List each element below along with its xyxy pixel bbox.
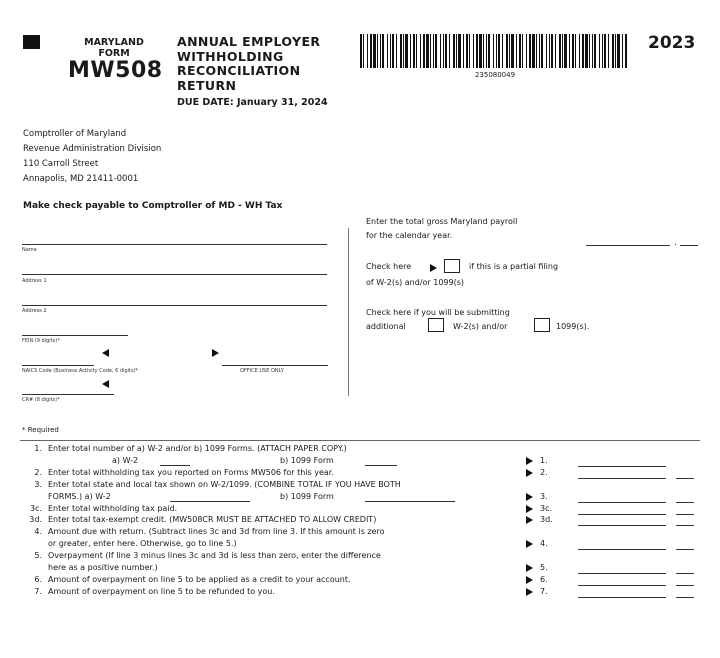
address-line: Comptroller of Maryland [23,129,127,139]
barcode-bar [589,34,590,68]
line-number: 5. [34,551,42,561]
address-line: Annapolis, MD 21411-0001 [23,174,139,184]
arrow-right-icon [526,505,533,513]
barcode-bar [373,34,376,68]
section-divider [20,440,700,441]
amount-field-b[interactable] [365,465,397,466]
address1-label: Address 1 [22,278,47,284]
barcode-bar [549,34,550,68]
barcode-bar [445,34,447,68]
arrow-right-icon [526,576,533,584]
barcode-bar [522,34,523,68]
line-number: 3. [34,479,42,489]
address-line: 110 Carroll Street [23,159,99,169]
fein-label: FEIN (9 digits)* [22,338,60,344]
naics-label: NAICS Code (Business Activity Code, 6 digits)* [22,368,139,374]
line-ref: 7. [540,586,548,596]
line-text: a) W-2 [112,455,139,465]
barcode-bar [483,34,484,68]
form-number: MW508 [68,58,163,83]
barcode-bar [387,34,388,68]
barcode-bar [493,34,494,68]
barcode-bar [488,34,490,68]
submit-text: Check here if you will be submitting [366,308,510,317]
barcode-bar [392,34,394,68]
barcode-bar [479,34,482,68]
barcode-bar [551,34,553,68]
amount-cents-field[interactable] [676,502,694,503]
barcode-bar [575,34,576,68]
barcode-bar [370,34,372,68]
barcode-bar [599,34,600,68]
address1-field[interactable] [22,274,327,275]
barcode-bar [426,34,429,68]
partial-text: if this is a partial filing [469,262,559,271]
office-use-label: OFFICE USE ONLY [240,368,284,374]
barcode-bar [469,34,470,68]
amount-dollars-field[interactable] [578,585,666,586]
state-name: MARYLAND [84,37,144,48]
barcode-bar [363,34,364,68]
line-text: here as a positive number.) [48,563,158,572]
line-ref: 3d. [540,515,553,525]
barcode-bar [377,34,378,68]
barcode-bar [602,34,603,68]
barcode-bar [536,34,537,68]
amount-dollars-field[interactable] [578,514,666,515]
barcode-bar [529,34,531,68]
form-marker-square [23,35,40,49]
line-number: 2. [34,467,42,477]
line-number: 6. [34,574,42,584]
line-ref: 3. [540,491,548,501]
payable-note: Make check payable to Comptroller of MD - WH Tax [23,201,283,211]
barcode-bar [559,34,561,68]
barcode-bar [625,34,627,68]
submit-text: W-2(s) and/or [453,322,508,331]
line-text: b) 1099 Form [280,491,334,501]
barcode-bar [380,34,381,68]
additional-1099-checkbox[interactable] [534,318,550,332]
fein-field[interactable] [22,335,128,336]
barcode-bar [458,34,461,68]
barcode-bar [569,34,570,68]
arrow-right-icon [526,564,533,572]
amount-cents-field[interactable] [676,525,694,526]
arrow-right-icon [430,264,437,272]
arrow-right-icon [212,349,219,357]
payroll-cents-field[interactable] [680,245,698,246]
barcode-bar [463,34,464,68]
line-number: 1. [34,444,42,453]
amount-dollars-field[interactable] [578,502,666,503]
barcode-bar [622,34,623,68]
barcode-bar [546,34,547,68]
line-text: Enter total withholding tax paid. [48,503,178,513]
amount-field-a[interactable] [170,501,250,502]
arrow-right-icon [526,540,533,548]
amount-cents-field[interactable] [676,585,694,586]
amount-cents-field[interactable] [676,478,694,479]
barcode-bar [413,34,415,68]
barcode-bar [453,34,455,68]
state-label [62,37,166,59]
amount-dollars-field[interactable] [578,466,666,467]
barcode-bar [443,34,444,68]
amount-cents-field[interactable] [676,597,694,598]
arrow-right-icon [526,457,533,465]
amount-dollars-field[interactable] [578,478,666,479]
barcode-bar [400,34,402,68]
barcode-bar [410,34,411,68]
barcode-bar [466,34,468,68]
barcode-bar [541,34,543,68]
barcode-bar [396,34,397,68]
due-date: DUE DATE: January 31, 2024 [177,97,328,108]
barcode-bar [617,34,620,68]
barcode-bar [564,34,567,68]
amount-cents-field[interactable] [676,549,694,550]
barcode-bar [516,34,517,68]
barcode-bar [367,34,368,68]
amount-dollars-field[interactable] [578,525,666,526]
office-use-field [222,365,328,366]
barcode-bar [585,34,588,68]
name-label: Name [22,247,37,253]
barcode-bar [582,34,584,68]
line-text: Amount of overpayment on line 5 to be applied as a credit to your account. [48,574,351,584]
line-ref: 1. [540,455,548,465]
arrow-left-icon [102,349,109,357]
barcode-bar [390,34,391,68]
barcode-bar [405,34,408,68]
barcode-bar [403,34,404,68]
barcode-bar [473,34,474,68]
line-text: Enter total withholding tax you reported on Forms MW506 for this year. [48,467,334,477]
barcode-bar [430,34,431,68]
address2-label: Address 2 [22,308,47,314]
barcode-bar [416,34,417,68]
line-text: FORMS.) a) W-2 [48,491,111,501]
arrow-right-icon [526,493,533,501]
line-ref: 2. [540,467,548,477]
payroll-prompt [366,215,517,243]
line-text: Overpayment (If line 3 minus lines 3c and 3d is less than zero, enter the difference [48,551,381,561]
partial-filing-checkbox[interactable] [444,259,460,273]
barcode-bar [532,34,535,68]
barcode-bar [506,34,508,68]
barcode-bar [615,34,616,68]
payroll-text: for the calendar year. [366,231,453,240]
amount-cents-field[interactable] [676,514,694,515]
partial-prompt [366,260,411,274]
additional-w2-checkbox[interactable] [428,318,444,332]
barcode-bar [433,34,434,68]
barcode-bar [476,34,478,68]
decimal-point [675,244,676,245]
title-line: RETURN [177,77,237,93]
barcode-bar [360,34,362,68]
payroll-dollars-field[interactable] [586,245,670,246]
barcode-bar [612,34,614,68]
amount-dollars-field[interactable] [578,573,666,574]
name-field[interactable] [22,244,327,245]
cr-label: CR# (8 digits)* [22,397,60,403]
line-text: Enter total state and local tax shown on W-2/1099. (COMBINE TOTAL IF YOU HAVE BOTH [48,479,401,489]
required-note: * Required [22,426,59,434]
column-divider [348,228,349,396]
tax-year: 2023 [648,33,696,53]
comptroller-address [23,127,161,187]
title-line: RECONCILIATION [177,63,301,78]
cr-field[interactable] [22,394,114,395]
barcode-bar [440,34,441,68]
form-word: FORM [98,48,130,59]
line-text: or greater, enter here. Otherwise, go to line 5.) [48,539,237,549]
line-ref: 5. [540,563,548,572]
barcode-bar [592,34,593,68]
address2-field[interactable] [22,305,327,306]
barcode-bar [555,34,556,68]
barcode-bar [496,34,497,68]
barcode-bar [498,34,500,68]
line-text: Enter total number of a) W-2 and/or b) 1099 Forms. (ATTACH PAPER COPY.) [48,444,347,453]
barcode-bar [579,34,580,68]
barcode-bar [594,34,596,68]
barcode-number: 235080049 [474,71,516,79]
amount-field-a[interactable] [160,465,190,466]
form-title [177,35,320,93]
line-number: 7. [34,586,42,596]
amount-dollars-field[interactable] [578,549,666,550]
partial-text: Check here [366,262,412,271]
line-number: 4. [34,527,42,537]
title-line: WITHHOLDING [177,48,284,64]
barcode-bar [572,34,574,68]
line-text: Amount of overpayment on line 5 to be refunded to you. [48,586,275,596]
line-number: 3d. [29,515,42,525]
barcode-bar [608,34,609,68]
barcode-bar [562,34,563,68]
line-text: Enter total tax-exempt credit. (MW508CR MUST BE ATTACHED TO ALLOW CREDIT) [48,515,377,525]
line-ref: 3c. [540,503,553,513]
partial-text: of W-2(s) and/or 1099(s) [366,278,465,287]
line-text: b) 1099 Form [280,455,334,465]
submit-text: additional [366,322,406,331]
amount-cents-field[interactable] [676,573,694,574]
address-line: Revenue Administration Division [23,144,162,154]
payroll-text: Enter the total gross Maryland payroll [366,217,518,226]
submit-text: 1099(s). [556,322,590,331]
barcode-bar [456,34,457,68]
barcode-bar [449,34,450,68]
title-line: ANNUAL EMPLOYER [177,34,321,49]
barcode-bar [526,34,527,68]
barcode-bar [382,34,384,68]
barcode-bar [511,34,514,68]
line-ref: 4. [540,539,548,549]
barcode-bar [519,34,521,68]
line-number: 3c. [29,503,42,513]
barcode-bar [486,34,487,68]
arrow-right-icon [526,588,533,596]
barcode-bar [509,34,510,68]
barcode [360,34,628,70]
arrow-right-icon [526,469,533,477]
naics-field[interactable] [22,365,94,366]
arrow-right-icon [526,516,533,524]
amount-dollars-field[interactable] [578,597,666,598]
barcode-bar [539,34,540,68]
amount-field-b[interactable] [365,501,455,502]
barcode-bar [420,34,421,68]
line-text: Amount due with return. (Subtract lines 3c and 3d from line 3. If this amount is zero [48,527,385,537]
barcode-bar [435,34,437,68]
barcode-bar [502,34,503,68]
barcode-bar [423,34,425,68]
barcode-bar [604,34,606,68]
arrow-left-icon [102,380,109,388]
line-ref: 6. [540,574,548,584]
